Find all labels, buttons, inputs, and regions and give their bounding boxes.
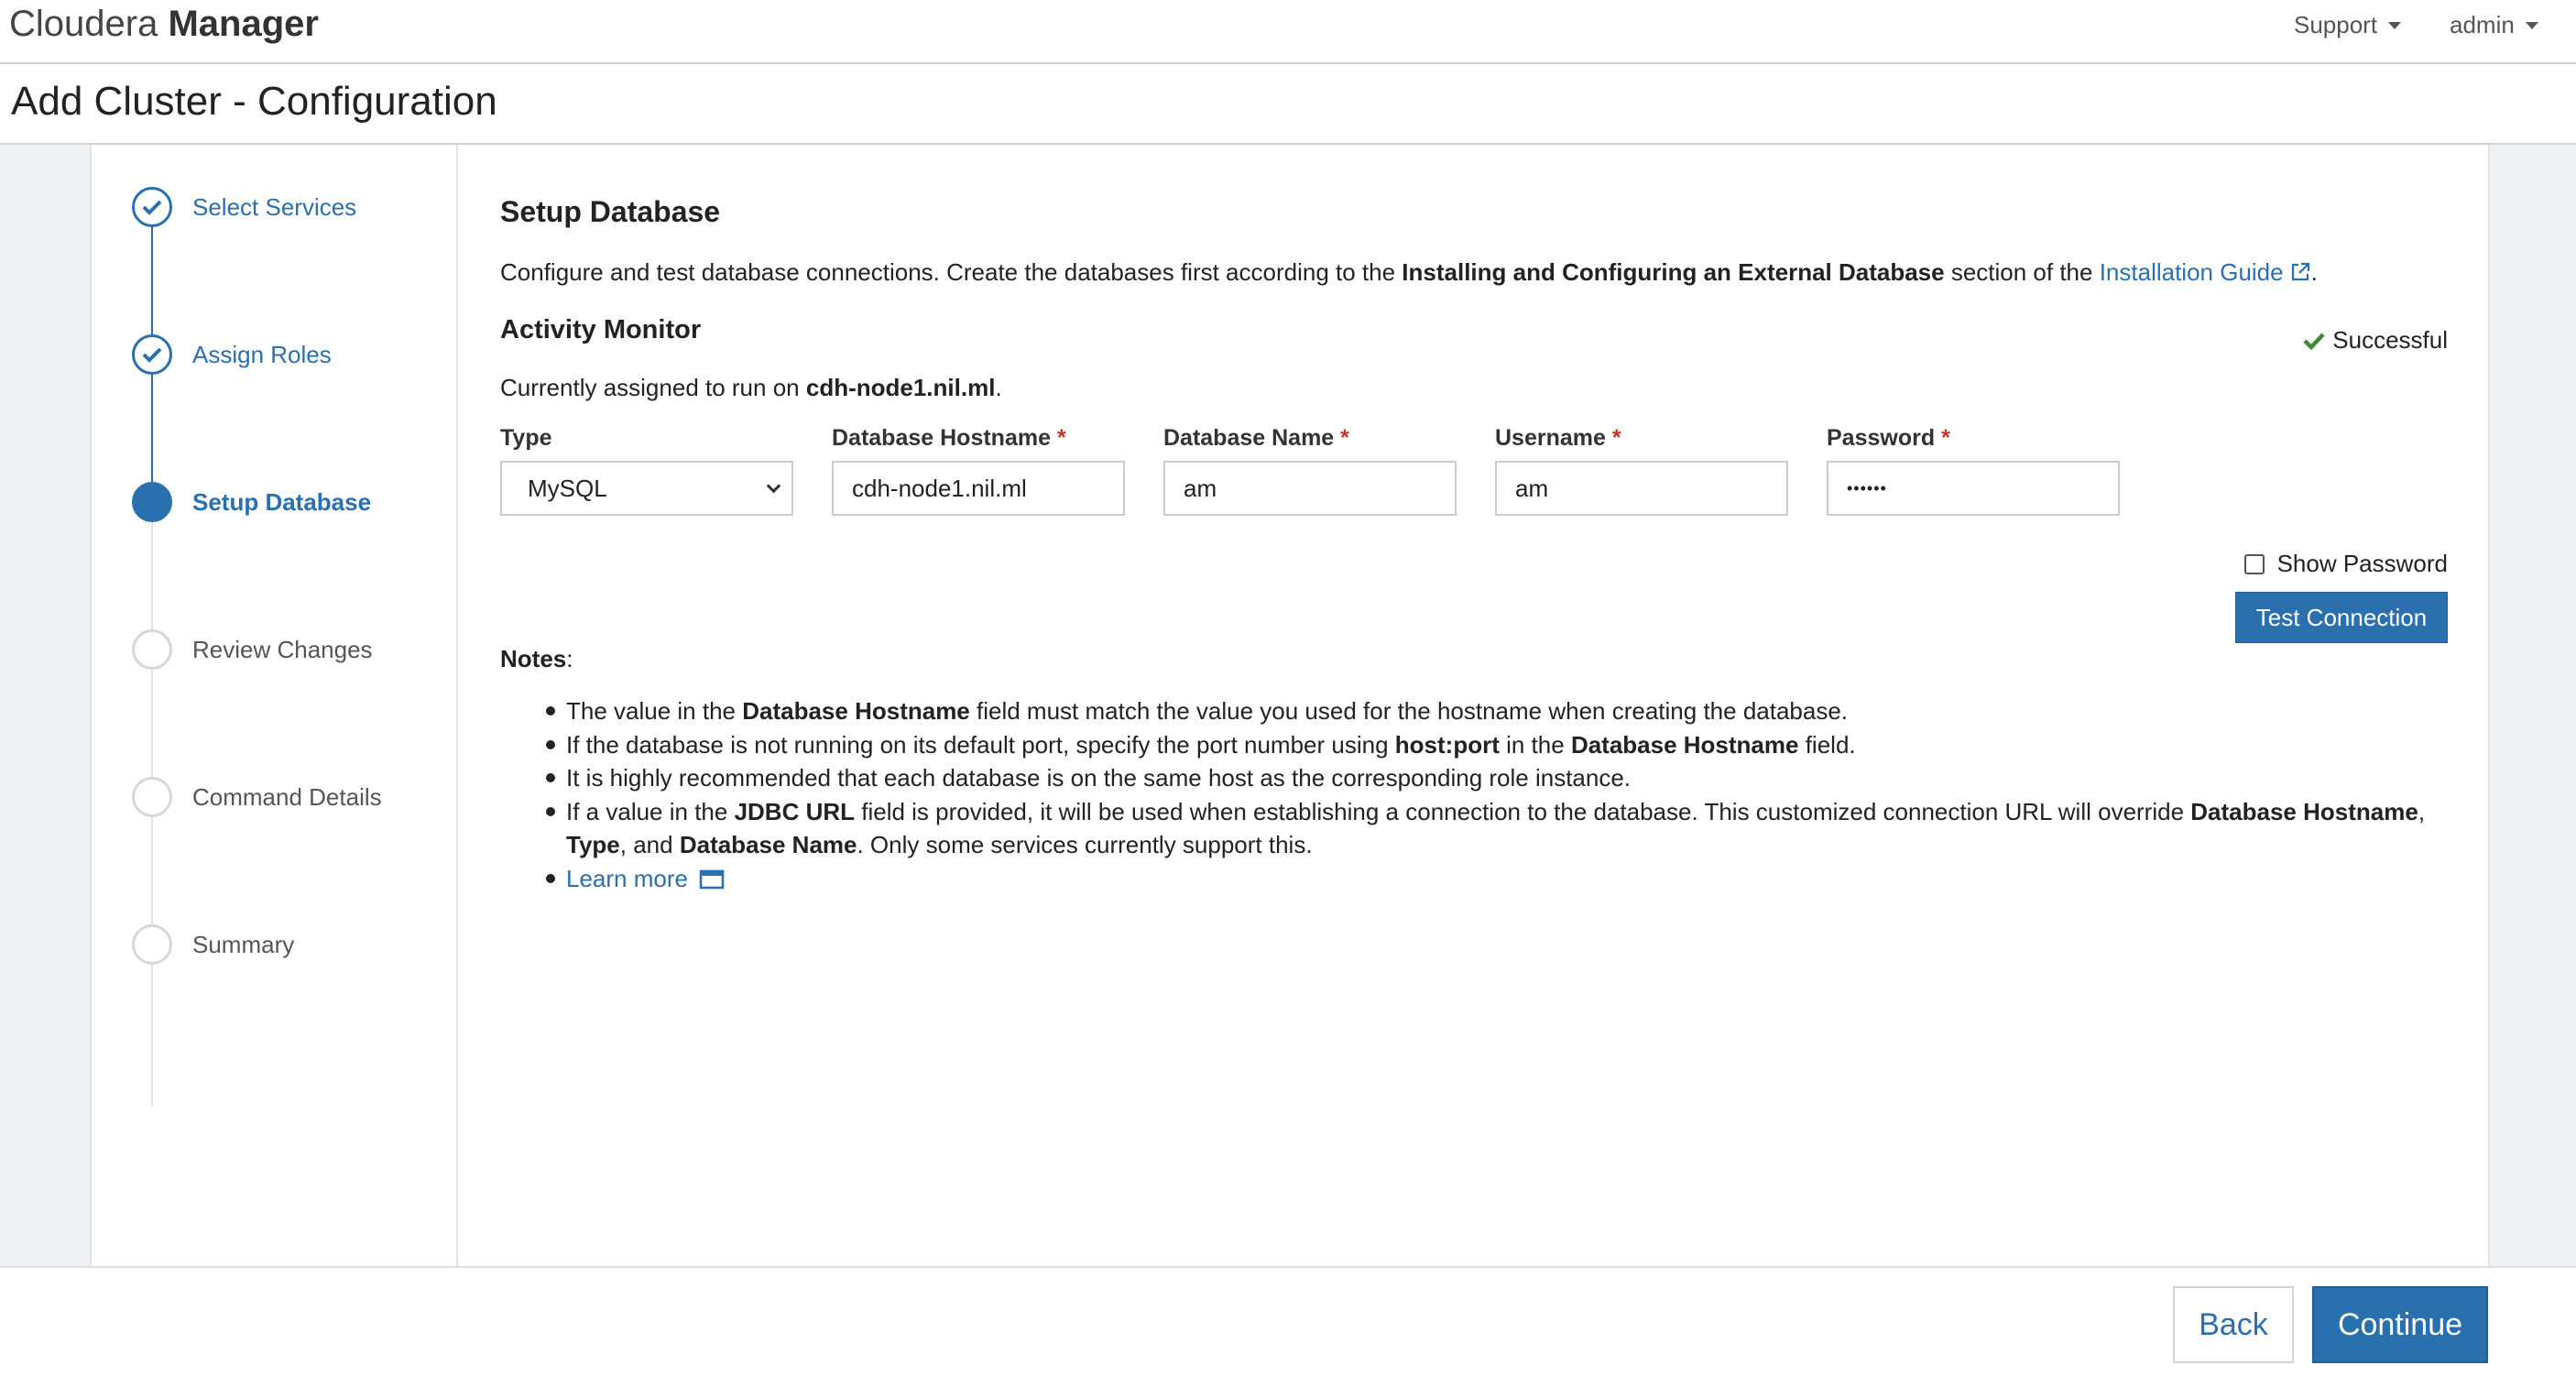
step-select-services[interactable] (132, 187, 356, 227)
note-text-bold: Database Hostname (742, 697, 970, 725)
database-name-label-text: Database Name (1163, 425, 1335, 451)
support-menu[interactable] (2294, 11, 2401, 39)
step-label: Command Details (192, 782, 382, 811)
installation-guide-link-label: Installation Guide (2099, 258, 2284, 286)
username-label-text: Username (1495, 425, 1606, 451)
page-header (0, 64, 2576, 145)
note-text: in the (1499, 730, 1571, 759)
password-label-text: Password (1827, 425, 1936, 451)
back-button[interactable]: Back (2173, 1286, 2294, 1363)
status-text: Successful (2332, 326, 2448, 354)
type-label: Type (500, 425, 552, 451)
required-marker: * (1056, 425, 1066, 451)
database-hostname-field (832, 425, 1125, 516)
step-label: Select Services (192, 192, 357, 221)
current-step-dot-icon (132, 482, 172, 522)
intro-text-bold: Installing and Configuring an External Database (1402, 258, 1945, 286)
note-item (500, 795, 2451, 862)
step-assign-roles[interactable] (132, 334, 332, 375)
note-item (500, 694, 2451, 728)
learn-more-link-label: Learn more (566, 864, 688, 892)
page-title: Add Cluster - Configuration (11, 79, 497, 124)
database-name-field (1163, 425, 1457, 516)
checkmark-icon (132, 334, 172, 375)
support-menu-label: Support (2294, 11, 2378, 38)
user-menu[interactable] (2450, 11, 2538, 39)
intro-text-mid: section of the (1944, 258, 2100, 286)
show-password-label: Show Password (2276, 550, 2448, 577)
note-text: , and (619, 831, 680, 858)
step-label: Assign Roles (192, 340, 332, 368)
caret-down-icon (2388, 22, 2401, 29)
note-text-bold: JDBC URL (734, 797, 856, 825)
pending-step-circle-icon (132, 629, 172, 670)
wizard-panel (90, 145, 2490, 1266)
password-label (1827, 425, 2120, 452)
top-navbar (0, 0, 2576, 64)
note-item (500, 728, 2451, 762)
type-select[interactable] (500, 461, 793, 516)
type-field (500, 425, 793, 516)
notes-list (500, 694, 2451, 895)
continue-button[interactable]: Continue (2312, 1286, 2488, 1363)
note-item (500, 761, 2451, 795)
required-marker: * (1611, 425, 1621, 451)
assigned-host-post: . (995, 374, 1002, 401)
note-item (500, 862, 2451, 896)
note-text-bold: Type (566, 831, 620, 858)
note-text: field must match the value you used for the hostname when creating the database. (969, 697, 1849, 725)
test-connection-button[interactable]: Test Connection (2235, 592, 2448, 643)
note-text-bold: Database Hostname (2190, 797, 2418, 825)
note-text: If a value in the (566, 797, 735, 825)
username-field (1495, 425, 1788, 516)
note-text-bold: Database Hostname (1570, 730, 1799, 759)
required-marker: * (1941, 425, 1950, 451)
intro-text-post: . (2310, 258, 2318, 286)
note-text: If the database is not running on its default port, specify the port number using (566, 730, 1395, 759)
note-text: field. (1798, 730, 1856, 759)
section-title: Setup Database (500, 195, 721, 228)
assigned-host-pre: Currently assigned to run on (500, 374, 806, 401)
learn-more-link[interactable] (566, 865, 725, 892)
wizard-steps-sidebar (92, 145, 458, 1266)
assigned-host-text (500, 374, 1002, 402)
intro-text-pre: Configure and test database connections. Create the databases first according to the (500, 258, 1403, 286)
note-text-bold: host:port (1394, 730, 1500, 759)
step-label: Review Changes (192, 635, 373, 663)
note-text-bold: Database Name (679, 831, 857, 858)
database-hostname-input[interactable]: cdh-node1.nil.ml (832, 461, 1125, 516)
setup-database-content (458, 145, 2488, 1266)
caret-down-icon (2526, 22, 2538, 29)
database-hostname-label-text: Database Hostname (832, 425, 1051, 451)
notes-heading (500, 645, 573, 673)
step-label: Setup Database (192, 487, 372, 516)
intro-text (500, 258, 2318, 287)
step-setup-database[interactable] (132, 482, 371, 522)
installation-guide-link[interactable] (2100, 258, 2311, 286)
external-link-icon (2289, 261, 2311, 283)
checkmark-icon (132, 187, 172, 227)
note-text: , (2418, 797, 2426, 825)
type-select-value: MySQL (528, 474, 607, 502)
note-text: . Only some services currently support this. (857, 831, 1313, 858)
step-label: Summary (192, 930, 295, 958)
user-menu-label: admin (2450, 11, 2515, 38)
step-review-changes[interactable] (132, 629, 373, 670)
connection-status (2303, 326, 2448, 355)
success-checkmark-icon (2303, 332, 2325, 350)
username-label (1495, 425, 1788, 452)
step-summary[interactable] (132, 924, 294, 965)
logo-brand-light: Cloudera (9, 4, 158, 44)
username-input[interactable]: am (1495, 461, 1788, 516)
required-marker: * (1340, 425, 1349, 451)
note-text: It is highly recommended that each database is on the same host as the corresponding role instance. (566, 764, 1632, 792)
show-password-checkbox[interactable] (2244, 554, 2265, 574)
database-hostname-label (832, 425, 1125, 452)
note-text: The value in the (566, 697, 743, 725)
cloudera-manager-logo[interactable] (9, 4, 319, 45)
show-password-toggle[interactable] (2244, 550, 2448, 578)
password-input[interactable]: •••••• (1827, 461, 2120, 516)
password-field (1827, 425, 2120, 516)
wizard-footer (0, 1266, 2576, 1376)
chevron-down-icon (767, 478, 781, 493)
assigned-host-name: cdh-node1.nil.ml (805, 374, 996, 401)
logo-brand-bold: Manager (168, 4, 319, 44)
note-text: field is provided, it will be used when establishing a connection to the database. This customized connection URL will override (855, 797, 2191, 825)
database-name-label (1163, 425, 1457, 452)
database-name-input[interactable]: am (1163, 461, 1457, 516)
open-window-icon (699, 868, 725, 890)
pending-step-circle-icon (132, 777, 172, 817)
step-command-details[interactable] (132, 777, 382, 817)
activity-monitor-title: Activity Monitor (500, 315, 702, 344)
notes-label: Notes (500, 645, 567, 672)
pending-step-circle-icon (132, 924, 172, 965)
notes-colon: : (566, 645, 573, 672)
